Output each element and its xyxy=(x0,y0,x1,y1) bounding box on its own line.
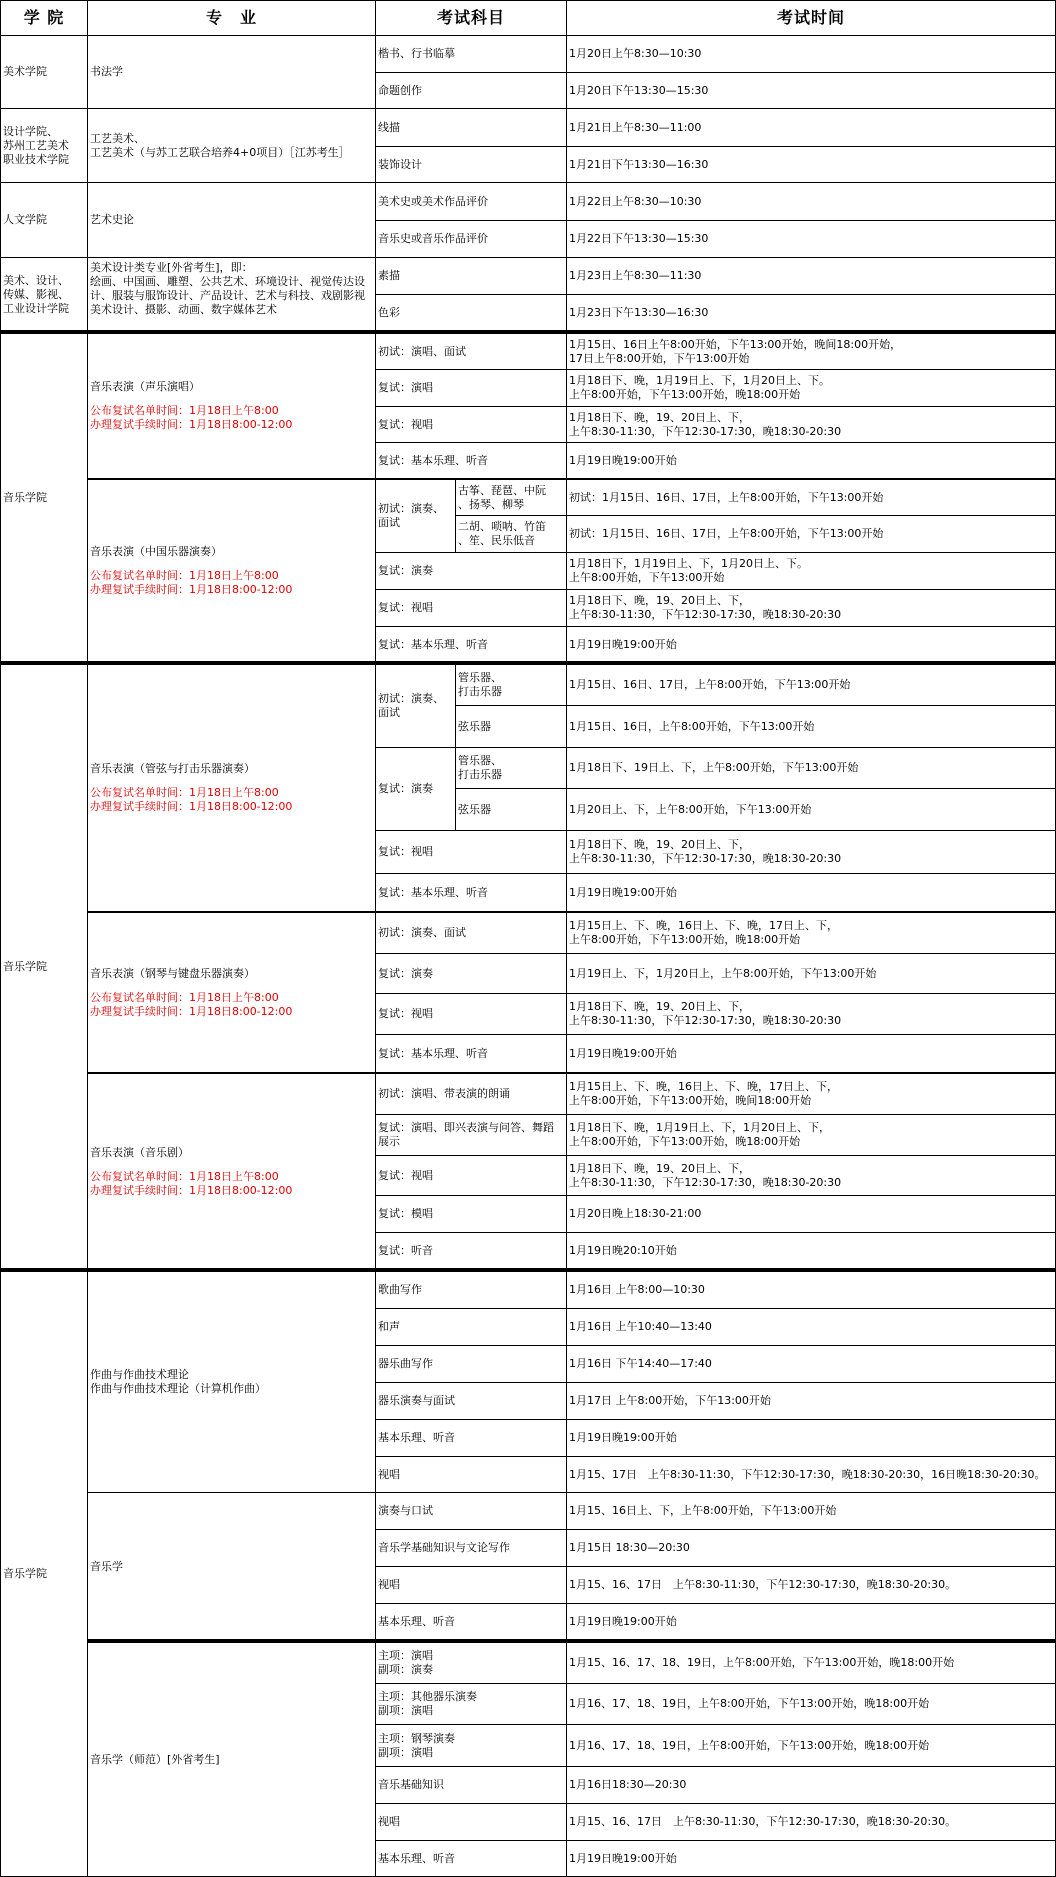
major-cell xyxy=(87,664,376,912)
time-cell: 1月18日下、晚，1月19日上、下，1月20日上、下。 上午8:00开始，下午13:00开始，晚18:00开始 xyxy=(566,369,1056,407)
time-cell: 1月19日晚19:00开始 xyxy=(566,1419,1056,1457)
notice-procedure: 办理复试手续时间：1月18日8:00-12:00 xyxy=(90,583,293,596)
time-cell: 1月18日下、晚，19、20日上、下， 上午8:30-11:30，下午12:30-17:30，晚18:30-20:30 xyxy=(566,1155,1056,1196)
time-cell: 1月16日 下午14:40—17:40 xyxy=(566,1345,1056,1383)
major-cell xyxy=(87,333,376,479)
time-cell: 1月16、17、18、19日，上午8:00开始，下午13:00开始，晚18:00开始 xyxy=(566,1683,1056,1725)
time-cell: 1月18日下、晚，19、20日上、下， 上午8:30-11:30，下午12:30-17:30，晚18:30-20:30 xyxy=(566,406,1056,443)
subject-cell: 素描 xyxy=(375,257,567,295)
header-time: 考试时间 xyxy=(566,0,1056,36)
subject-cell: 主项：钢琴演奏 副项：演唱 xyxy=(375,1724,567,1767)
subject-cell: 复试：演唱、即兴表演与问答、舞蹈展示 xyxy=(375,1114,567,1156)
time-cell: 1月22日上午8:30—10:30 xyxy=(566,182,1056,221)
subject-cell: 复试：视唱 xyxy=(375,1155,567,1196)
time-cell: 1月15日、16日上午8:00开始，下午13:00开始，晚间18:00开始， 17日上午8:00开始，下午13:00开始 xyxy=(566,333,1056,370)
major-cell: 艺术史论 xyxy=(87,182,376,258)
time-cell: 1月15日、16日、17日，上午8:00开始，下午13:00开始 xyxy=(566,664,1056,706)
time-cell: 1月18日下，1月19日上、下，1月20日上、下。 上午8:00开始，下午13:00开始 xyxy=(566,552,1056,590)
time-cell: 初试：1月15日、16日、17日，上午8:00开始，下午13:00开始 xyxy=(566,515,1056,553)
subject-cell: 视唱 xyxy=(375,1456,567,1493)
subject-cell: 视唱 xyxy=(375,1566,567,1604)
time-cell: 1月15日 18:30—20:30 xyxy=(566,1529,1056,1567)
time-cell: 1月22日下午13:30—15:30 xyxy=(566,220,1056,258)
subject-cell: 复试：基本乐理、听音 xyxy=(375,442,567,479)
subject-cell: 基本乐理、听音 xyxy=(375,1840,567,1877)
major-title: 音乐表演（中国乐器演奏） xyxy=(90,545,222,558)
subject-cell: 美术史或美术作品评价 xyxy=(375,182,567,221)
subject-cell: 复试：视唱 xyxy=(375,993,567,1035)
subject-cell: 音乐基础知识 xyxy=(375,1766,567,1804)
subject-cell: 基本乐理、听音 xyxy=(375,1603,567,1641)
subject-cell: 音乐史或音乐作品评价 xyxy=(375,220,567,258)
subject-cell: 复试：视唱 xyxy=(375,406,567,443)
notice-publish: 公布复试名单时间：1月18日上午8:00 xyxy=(90,786,279,799)
time-cell: 1月15、17日 上午8:30-11:30，下午12:30-17:30，晚18:30-20:30，16日晚18:30-20:30。 xyxy=(566,1456,1056,1493)
time-cell: 1月20日上午8:30—10:30 xyxy=(566,35,1056,73)
major-cell: 作曲与作曲技术理论 作曲与作曲技术理论（计算机作曲） xyxy=(87,1271,376,1493)
time-cell: 1月15、16日上、下，上午8:00开始，下午13:00开始 xyxy=(566,1492,1056,1530)
subject-subcell: 弦乐器 xyxy=(455,788,567,831)
major-cell xyxy=(87,479,376,663)
time-cell: 1月15、16、17、18、19日，上午8:00开始，下午13:00开始，晚18:00开始 xyxy=(566,1642,1056,1684)
notice-publish: 公布复试名单时间：1月18日上午8:00 xyxy=(90,569,279,582)
time-cell: 1月16、17、18、19日，上午8:00开始，下午13:00开始，晚18:00开始 xyxy=(566,1724,1056,1767)
time-cell: 1月18日下、19日上、下，上午8:00开始，下午13:00开始 xyxy=(566,747,1056,789)
college-cell: 美术、设计、 传媒、影视、 工业设计学院 xyxy=(0,257,88,332)
major-title: 音乐表演（钢琴与键盘乐器演奏） xyxy=(90,966,255,980)
major-title: 音乐表演（声乐演唱） xyxy=(90,380,200,393)
time-cell: 1月18日下、晚，19、20日上、下， 上午8:30-11:30，下午12:30-17:30，晚18:30-20:30 xyxy=(566,993,1056,1035)
subject-cell: 复试：听音 xyxy=(375,1232,567,1270)
subject-subcell: 古筝、琵琶、中阮 、扬琴、柳琴 xyxy=(455,479,567,516)
time-cell: 1月20日上、下，上午8:00开始，下午13:00开始 xyxy=(566,788,1056,831)
subject-cell: 命题创作 xyxy=(375,72,567,109)
notice-procedure: 办理复试手续时间：1月18日8:00-12:00 xyxy=(90,800,293,813)
college-cell: 音乐学院 xyxy=(0,1271,88,1877)
subject-cell: 初试：演唱、带表演的朗诵 xyxy=(375,1073,567,1115)
major-cell: 音乐学（师范）[外省考生] xyxy=(87,1642,376,1877)
time-cell: 1月21日下午13:30—16:30 xyxy=(566,146,1056,183)
time-cell: 1月19日晚19:00开始 xyxy=(566,1603,1056,1641)
subject-subcell: 弦乐器 xyxy=(455,705,567,748)
college-cell: 人文学院 xyxy=(0,182,88,258)
time-cell: 1月18日下、晚，1月19日上、下，1月20日上、下， 上午8:00开始，下午13:00开始，晚18:00开始 xyxy=(566,1114,1056,1156)
major-cell xyxy=(87,912,376,1073)
time-cell: 1月21日上午8:30—11:00 xyxy=(566,108,1056,147)
time-cell: 1月19日晚19:00开始 xyxy=(566,873,1056,912)
major-cell: 工艺美术、 工艺美术（与苏工艺联合培养4+0项目）［江苏考生］ xyxy=(87,108,376,183)
subject-cell: 复试：模唱 xyxy=(375,1195,567,1233)
time-cell: 1月15日上、下、晚，16日上、下、晚，17日上、下， 上午8:00开始，下午13:00开始，晚18:00开始 xyxy=(566,912,1056,954)
subject-cell: 复试：演奏 xyxy=(375,953,567,994)
time-cell: 1月18日下、晚，19、20日上、下， 上午8:30-11:30，下午12:30-17:30，晚18:30-20:30 xyxy=(566,830,1056,874)
time-cell: 1月19日晚19:00开始 xyxy=(566,1034,1056,1073)
subject-cell: 和声 xyxy=(375,1308,567,1346)
college-cell: 美术学院 xyxy=(0,35,88,109)
header-major: 专 业 xyxy=(87,0,376,36)
time-cell: 1月15、16、17日 上午8:30-11:30，下午12:30-17:30，晚18:30-20:30。 xyxy=(566,1566,1056,1604)
time-cell: 1月20日下午13:30—15:30 xyxy=(566,72,1056,109)
time-cell: 1月17日 上午8:00开始，下午13:00开始 xyxy=(566,1382,1056,1420)
notice-procedure: 办理复试手续时间：1月18日8:00-12:00 xyxy=(90,418,293,431)
major-cell: 书法学 xyxy=(87,35,376,109)
subject-cell: 初试：演唱、面试 xyxy=(375,333,567,370)
header-college: 学 院 xyxy=(0,0,88,36)
major-title: 音乐表演（音乐剧） xyxy=(90,1145,189,1159)
subject-cell: 色彩 xyxy=(375,294,567,332)
major-title: 音乐表演（管弦与打击乐器演奏） xyxy=(90,762,255,775)
subject-cell: 主项：其他器乐演奏 副项：演唱 xyxy=(375,1683,567,1725)
subject-subcell: 二胡、唢呐、竹笛 、笙、民乐低音 xyxy=(455,515,567,553)
notice-publish: 公布复试名单时间：1月18日上午8:00 xyxy=(90,1169,279,1183)
subject-cell: 基本乐理、听音 xyxy=(375,1419,567,1457)
subject-cell: 音乐学基础知识与文论写作 xyxy=(375,1529,567,1567)
subject-subcell: 管乐器、 打击乐器 xyxy=(455,664,567,706)
time-cell: 1月19日晚19:00开始 xyxy=(566,442,1056,479)
time-cell: 1月19日晚19:00开始 xyxy=(566,626,1056,663)
notice-publish: 公布复试名单时间：1月18日上午8:00 xyxy=(90,990,279,1004)
subject-cell: 演奏与口试 xyxy=(375,1492,567,1530)
subject-cell: 复试：基本乐理、听音 xyxy=(375,1034,567,1073)
subject-cell: 器乐曲写作 xyxy=(375,1345,567,1383)
notice-publish: 公布复试名单时间：1月18日上午8:00 xyxy=(90,404,279,417)
college-cell: 设计学院、 苏州工艺美术 职业技术学院 xyxy=(0,108,88,183)
subject-cell: 复试：演奏 xyxy=(375,747,456,831)
subject-cell: 复试：视唱 xyxy=(375,830,567,874)
subject-cell: 视唱 xyxy=(375,1803,567,1841)
time-cell: 1月16日 上午8:00—10:30 xyxy=(566,1271,1056,1309)
subject-cell: 歌曲写作 xyxy=(375,1271,567,1309)
subject-cell: 复试：演唱 xyxy=(375,369,567,407)
time-cell: 1月18日下、晚，19、20日上、下， 上午8:30-11:30，下午12:30-17:30，晚18:30-20:30 xyxy=(566,589,1056,627)
time-cell: 初试：1月15日、16日、17日，上午8:00开始，下午13:00开始 xyxy=(566,479,1056,516)
time-cell: 1月20日晚上18:30-21:00 xyxy=(566,1195,1056,1233)
time-cell: 1月23日上午8:30—11:30 xyxy=(566,257,1056,295)
notice-procedure: 办理复试手续时间：1月18日8:00-12:00 xyxy=(90,1004,293,1018)
time-cell: 1月16日18:30—20:30 xyxy=(566,1766,1056,1804)
time-cell: 1月19日晚20:10开始 xyxy=(566,1232,1056,1270)
subject-cell: 复试：演奏 xyxy=(375,552,567,590)
major-cell: 音乐学 xyxy=(87,1492,376,1641)
subject-cell: 初试：演奏、 面试 xyxy=(375,664,456,748)
header-subject: 考试科目 xyxy=(375,0,567,36)
subject-cell: 楷书、行书临摹 xyxy=(375,35,567,73)
time-cell: 1月23日下午13:30—16:30 xyxy=(566,294,1056,332)
subject-cell: 装饰设计 xyxy=(375,146,567,183)
subject-cell: 主项：演唱 副项：演奏 xyxy=(375,1642,567,1684)
time-cell: 1月15日、16日，上午8:00开始，下午13:00开始 xyxy=(566,705,1056,748)
college-cell: 音乐学院 xyxy=(0,664,88,1270)
time-cell: 1月15、16、17日 上午8:30-11:30，下午12:30-17:30，晚18:30-20:30。 xyxy=(566,1803,1056,1841)
subject-cell: 线描 xyxy=(375,108,567,147)
subject-cell: 初试：演奏、 面试 xyxy=(375,479,456,553)
major-cell: 美术设计类专业[外省考生]，即： 绘画、中国画、雕塑、公共艺术、环境设计、视觉传达设计、服装与服饰设计、产品设计、艺术与科技、戏剧影视美术设计、摄影、动画、数字媒体艺术 xyxy=(87,257,376,332)
subject-cell: 初试：演奏、面试 xyxy=(375,912,567,954)
subject-cell: 复试：基本乐理、听音 xyxy=(375,873,567,912)
subject-cell: 复试：基本乐理、听音 xyxy=(375,626,567,663)
time-cell: 1月19日上、下，1月20日上，上午8:00开始，下午13:00开始 xyxy=(566,953,1056,994)
subject-cell: 器乐演奏与面试 xyxy=(375,1382,567,1420)
time-cell: 1月19日晚19:00开始 xyxy=(566,1840,1056,1877)
time-cell: 1月15日上、下、晚，16日上、下、晚，17日上、下， 上午8:00开始，下午13:00开始，晚间18:00开始 xyxy=(566,1073,1056,1115)
subject-cell: 复试：视唱 xyxy=(375,589,567,627)
subject-subcell: 管乐器、 打击乐器 xyxy=(455,747,567,789)
notice-procedure: 办理复试手续时间：1月18日8:00-12:00 xyxy=(90,1183,293,1197)
college-cell: 音乐学院 xyxy=(0,333,88,663)
major-cell xyxy=(87,1073,376,1270)
time-cell: 1月16日 上午10:40—13:40 xyxy=(566,1308,1056,1346)
